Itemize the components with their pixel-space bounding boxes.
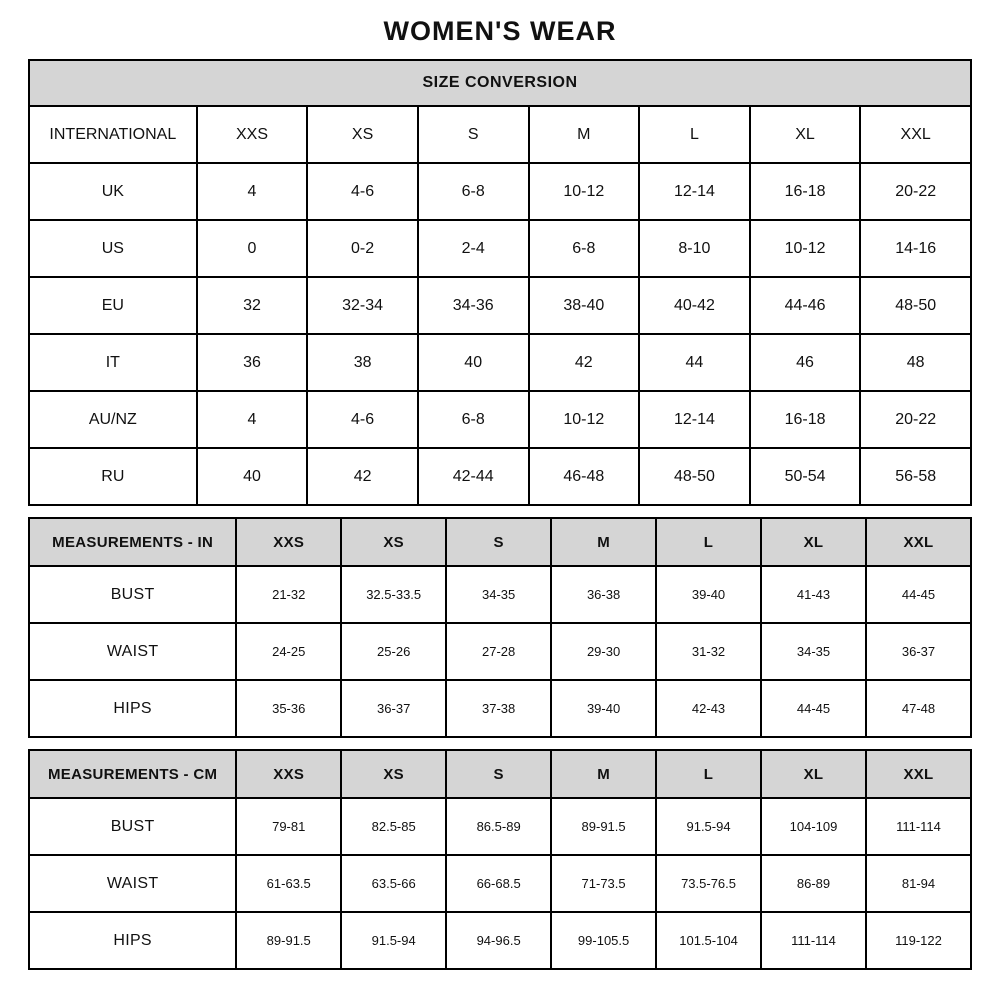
column-header: S — [446, 750, 551, 798]
cell: 2-4 — [418, 220, 529, 277]
cell: 89-91.5 — [236, 912, 341, 969]
measurements-cm-title: MEASUREMENTS - CM — [29, 750, 236, 798]
cell: 101.5-104 — [656, 912, 761, 969]
cell: 111-114 — [761, 912, 866, 969]
cell: L — [639, 106, 750, 163]
row-label: BUST — [29, 566, 236, 623]
measurements-in-table — [28, 517, 972, 738]
table-row — [29, 106, 971, 163]
table-row — [29, 680, 971, 737]
table-row — [29, 391, 971, 448]
cell: 0-2 — [307, 220, 418, 277]
table-row — [29, 448, 971, 505]
cell: 86.5-89 — [446, 798, 551, 855]
cell: 4 — [197, 163, 308, 220]
cell: 34-35 — [446, 566, 551, 623]
cell: 40 — [418, 334, 529, 391]
cell: 32.5-33.5 — [341, 566, 446, 623]
column-header: XS — [341, 750, 446, 798]
cell: 91.5-94 — [656, 798, 761, 855]
cell: XXL — [860, 106, 971, 163]
cell: 42 — [307, 448, 418, 505]
cell: 91.5-94 — [341, 912, 446, 969]
row-label: INTERNATIONAL — [29, 106, 197, 163]
cell: 63.5-66 — [341, 855, 446, 912]
table-row — [29, 566, 971, 623]
row-label: HIPS — [29, 680, 236, 737]
cell: 81-94 — [866, 855, 971, 912]
cell: XS — [307, 106, 418, 163]
row-label: WAIST — [29, 623, 236, 680]
cell: XXS — [197, 106, 308, 163]
row-label: WAIST — [29, 855, 236, 912]
cell: 82.5-85 — [341, 798, 446, 855]
row-label: IT — [29, 334, 197, 391]
cell: 10-12 — [529, 391, 640, 448]
cell: 79-81 — [236, 798, 341, 855]
size-conversion-table — [28, 59, 972, 506]
cell: 32-34 — [307, 277, 418, 334]
cell: 4-6 — [307, 391, 418, 448]
table-row — [29, 163, 971, 220]
cell: 48 — [860, 334, 971, 391]
measurements-cm-table — [28, 749, 972, 970]
cell: 42-43 — [656, 680, 761, 737]
cell: 73.5-76.5 — [656, 855, 761, 912]
table-row — [29, 623, 971, 680]
cell: 40 — [197, 448, 308, 505]
cell: XL — [750, 106, 861, 163]
column-header: S — [446, 518, 551, 566]
cell: 44-46 — [750, 277, 861, 334]
row-label: HIPS — [29, 912, 236, 969]
cell: 36-37 — [341, 680, 446, 737]
row-label: US — [29, 220, 197, 277]
cell: M — [529, 106, 640, 163]
cell: 47-48 — [866, 680, 971, 737]
cell: 50-54 — [750, 448, 861, 505]
cell: 12-14 — [639, 163, 750, 220]
cell: 29-30 — [551, 623, 656, 680]
cell: 20-22 — [860, 163, 971, 220]
cell: 39-40 — [551, 680, 656, 737]
table-header-row — [29, 750, 971, 798]
cell: 14-16 — [860, 220, 971, 277]
cell: 42 — [529, 334, 640, 391]
measurements-in-title: MEASUREMENTS - IN — [29, 518, 236, 566]
cell: 46 — [750, 334, 861, 391]
cell: 41-43 — [761, 566, 866, 623]
column-header: XL — [761, 518, 866, 566]
table-row — [29, 277, 971, 334]
cell: 38-40 — [529, 277, 640, 334]
cell: 89-91.5 — [551, 798, 656, 855]
cell: 39-40 — [656, 566, 761, 623]
cell: 27-28 — [446, 623, 551, 680]
row-label: BUST — [29, 798, 236, 855]
cell: 24-25 — [236, 623, 341, 680]
cell: 111-114 — [866, 798, 971, 855]
cell: 37-38 — [446, 680, 551, 737]
cell: 36-38 — [551, 566, 656, 623]
cell: 20-22 — [860, 391, 971, 448]
column-header: M — [551, 750, 656, 798]
cell: 44-45 — [866, 566, 971, 623]
row-label: EU — [29, 277, 197, 334]
cell: 16-18 — [750, 391, 861, 448]
page-title: WOMEN'S WEAR — [383, 16, 617, 46]
cell: 4 — [197, 391, 308, 448]
cell: 35-36 — [236, 680, 341, 737]
cell: 10-12 — [529, 163, 640, 220]
column-header: L — [656, 518, 761, 566]
column-header: XL — [761, 750, 866, 798]
cell: 4-6 — [307, 163, 418, 220]
column-header: XXL — [866, 750, 971, 798]
row-label: RU — [29, 448, 197, 505]
cell: 16-18 — [750, 163, 861, 220]
cell: 44 — [639, 334, 750, 391]
cell: 61-63.5 — [236, 855, 341, 912]
cell: 12-14 — [639, 391, 750, 448]
cell: 104-109 — [761, 798, 866, 855]
column-header: XS — [341, 518, 446, 566]
column-header: XXS — [236, 518, 341, 566]
cell: 36-37 — [866, 623, 971, 680]
column-header: XXS — [236, 750, 341, 798]
cell: 119-122 — [866, 912, 971, 969]
cell: 10-12 — [750, 220, 861, 277]
table-row — [29, 798, 971, 855]
table-header-row — [29, 518, 971, 566]
cell: 48-50 — [860, 277, 971, 334]
table-row — [29, 60, 971, 106]
cell: 42-44 — [418, 448, 529, 505]
cell: 32 — [197, 277, 308, 334]
cell: 8-10 — [639, 220, 750, 277]
column-header: L — [656, 750, 761, 798]
cell: 34-36 — [418, 277, 529, 334]
table-row — [29, 334, 971, 391]
cell: 31-32 — [656, 623, 761, 680]
table-row — [29, 855, 971, 912]
cell: 44-45 — [761, 680, 866, 737]
cell: 40-42 — [639, 277, 750, 334]
cell: 48-50 — [639, 448, 750, 505]
cell: 46-48 — [529, 448, 640, 505]
cell: 34-35 — [761, 623, 866, 680]
column-header: XXL — [866, 518, 971, 566]
cell: 0 — [197, 220, 308, 277]
cell: 94-96.5 — [446, 912, 551, 969]
column-header: M — [551, 518, 656, 566]
cell: 36 — [197, 334, 308, 391]
row-label: UK — [29, 163, 197, 220]
table-row — [29, 912, 971, 969]
cell: 86-89 — [761, 855, 866, 912]
cell: 56-58 — [860, 448, 971, 505]
cell: 25-26 — [341, 623, 446, 680]
table-row — [29, 220, 971, 277]
row-label: AU/NZ — [29, 391, 197, 448]
cell: 38 — [307, 334, 418, 391]
size-conversion-title: SIZE CONVERSION — [29, 60, 971, 106]
cell: 6-8 — [418, 391, 529, 448]
cell: 6-8 — [529, 220, 640, 277]
cell: 99-105.5 — [551, 912, 656, 969]
cell: S — [418, 106, 529, 163]
cell: 66-68.5 — [446, 855, 551, 912]
cell: 71-73.5 — [551, 855, 656, 912]
cell: 6-8 — [418, 163, 529, 220]
cell: 21-32 — [236, 566, 341, 623]
